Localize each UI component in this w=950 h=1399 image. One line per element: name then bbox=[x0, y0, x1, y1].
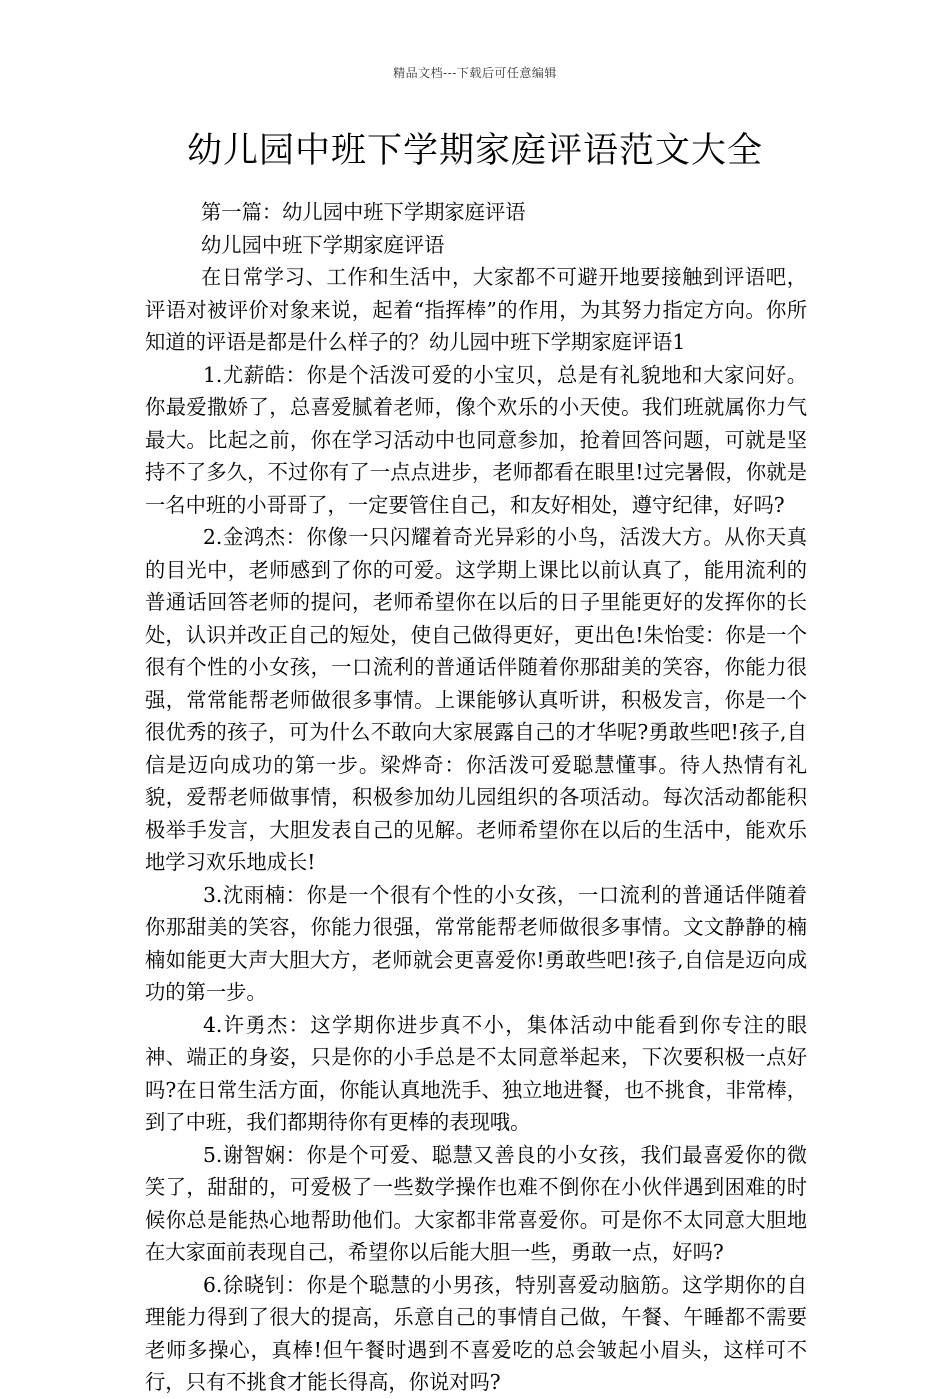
section-heading: 第一篇：幼儿园中班下学期家庭评语 bbox=[201, 200, 526, 224]
subheading: 幼儿园中班下学期家庭评语 bbox=[201, 232, 445, 257]
header-note: 精品文档---下载后可任意编辑 bbox=[393, 66, 557, 80]
comment-paragraph: 4.许勇杰：这学期你进步真不小，集体活动中能看到你专注的眼神、端正的身姿，只是你的小手总是不太同意举起来，下次要积极一点好吗?在日常生活方面，你能认真地洗手、独立地进餐，也不挑食，非常棒，到了中班，我们都期待你有更棒的表现哦。 bbox=[145, 1012, 807, 1134]
comment-paragraph: 6.徐晓钊：你是个聪慧的小男孩，特别喜爱动脑筋。这学期你的自理能力得到了很大的提高，乐意自己的事情自己做，午餐、午睡都不需要老师多操心，真棒!但午餐时遇到不喜爱吃的总会皱起小眉头，这样可不行，只有不挑食才能长得高，你说对吗? bbox=[145, 1272, 807, 1394]
comment-paragraph: 5.谢智娴：你是个可爱、聪慧又善良的小女孩，我们最喜爱你的微笑了，甜甜的，可爱极了一些数学操作也难不倒你在小伙伴遇到困难的时候你总是能热心地帮助他们。大家都非常喜爱你。可是你不太同意大胆地在大家面前表现自己，希望你以后能大胆一些，勇敢一点，好吗? bbox=[145, 1142, 807, 1264]
document-body bbox=[145, 196, 807, 1399]
document-title: 幼儿园中班下学期家庭评语范文大全 bbox=[186, 131, 763, 171]
intro-paragraph: 在日常学习、工作和生活中，大家都不可避开地要接触到评语吧，评语对被评价对象来说，起着“指挥棒”的作用，为其努力指定方向。你所知道的评语是都是什么样子的？幼儿园中班下学期家庭评语1 bbox=[145, 265, 807, 354]
comment-paragraph: 2.金鸿杰：你像一只闪耀着奇光异彩的小鸟，活泼大方。从你天真的目光中，老师感到了你的可爱。这学期上课比以前认真了，能用流利的普通话回答老师的提问，老师希望你在以后的日子里能更好的发挥你的长处，认识并改正自己的短处，使自己做得更好，更出色!朱怡雯：你是一个很有个性的小女孩，一口流利的普通话伴随着你那甜美的笑容，你能力很强，常常能帮老师做很多事情。上课能够认真听讲，积极发言，你是一个很优秀的孩子，可为什么不敢向大家展露自己的才华呢?勇敢些吧!孩子,自信是迈向成功的第一步。梁烨奇：你活泼可爱聪慧懂事。待人热情有礼貌，爱帮老师做事情，积极参加幼儿园组织的各项活动。每次活动都能积极举手发言，大胆发表自己的见解。老师希望你在以后的生活中，能欢乐地学习欢乐地成长! bbox=[145, 525, 807, 874]
comment-paragraph: 1.尤薪皓：你是个活泼可爱的小宝贝，总是有礼貌地和大家问好。你最爱撒娇了，总喜爱腻着老师，像个欢乐的小天使。我们班就属你力气最大。比起之前，你在学习活动中也同意参加，抢着回答问题，可就是坚持不了多久，不过你有了一点点进步，老师都看在眼里!过完暑假，你就是一名中班的小哥哥了，一定要管住自己，和友好相处，遵守纪律，好吗? bbox=[145, 362, 807, 517]
comment-paragraph: 3.沈雨楠：你是一个很有个性的小女孩，一口流利的普通话伴随着你那甜美的笑容，你能力很强，常常能帮老师做很多事情。文文静静的楠楠如能更大声大胆大方，老师就会更喜爱你!勇敢些吧!孩子,自信是迈向成功的第一步。 bbox=[145, 882, 807, 1004]
